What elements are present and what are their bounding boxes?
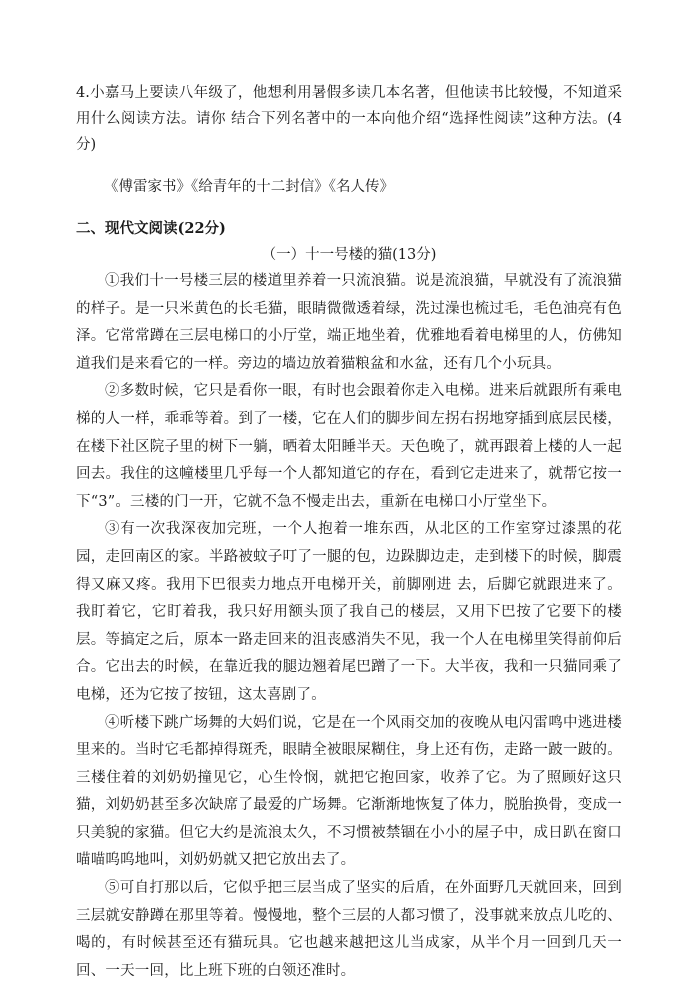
article-body [76,268,622,985]
paragraph-5: ⑤可自打那以后，它似乎把三层当成了坚实的后盾，在外面野几天就回来，回到三层就安静蹲在那里等着。慢慢地，整个三层的人都习惯了，没事就来放点儿吃的、喝的，有时候甚至还有猫玩具。它也越来越把这儿当成家，从半个月一回到几天一回、一天一回，比上班下班的白领还准时。 [76,880,622,979]
paragraph-2: ②多数时候，它只是看你一眼，有时也会跟着你走入电梯。进来后就跟所有乘电梯的人一样，乖乖等着。到了一楼，它在人们的脚步间左拐右拐地穿插到底层民楼，在楼下社区院子里的树下一躺，晒着太阳睡半天。天色晚了，就再跟着上楼的人一起回去。我住的这幢楼里几乎每一个人都知道它的存在，看到它走进来了，就帮它按一下“3”。三楼的门一开，它就不急不慢走出去，重新在电梯口小厅堂坐下。 [76,383,622,510]
paragraph-1: ①我们十一号楼三层的楼道里养着一只流浪猫。说是流浪猫，早就没有了流浪猫的样子。是一只米黄色的长毛猫，眼睛微微透着绿，洗过澡也梳过毛，毛色油亮有色泽。它常常蹲在三层电梯口的小厅堂，端正地坐着，优雅地看着电梯里的人，仿佛知道我们是来看它的一样。旁边的墙边放着猫粮盆和水盆，还有几个小玩具。 [76,273,622,372]
paragraph-3: ③有一次我深夜加完班，一个人抱着一堆东西，从北区的工作室穿过漆黑的花园，走回南区的家。半路被蚊子叮了一腿的包，边跺脚边走，走到楼下的时候，脚震得又麻又疼。我用下巴很卖力地点开电梯开关，前脚刚进 去，后脚它就跟进来了。我盯着它，它盯着我，我只好用额头顶了我自己的楼层，又用下巴按了它要下的楼层。等搞定之后，原本一路走回来的沮丧感消失不见，我一个人在电梯里笑得前仰后合。它出去的时候，在靠近我的腿边翘着尾巴蹭了一下。大半夜，我和一只猫同乘了电梯，还为它按了按钮，这太喜剧了。 [76,521,622,703]
book-list: 《傅雷家书》《给青年的十二封信》《名人传》 [104,179,394,195]
article-title: （一）十一号楼的猫(13分) [261,247,437,263]
exam-page [76,80,622,985]
paragraph-4: ④听楼下跳广场舞的大妈们说，它是在一个风雨交加的夜晚从电闪雷鸣中逃进楼里来的。当时它毛都掉得斑秃，眼睛全被眼屎糊住，身上还有伤，走路一跛一跛的。三楼住着的刘奶奶撞见它，心生怜悯，就把它抱回家，收养了它。为了照顾好这只猫，刘奶奶甚至多次缺席了最爱的广场舞。它渐渐地恢复了体力，脱胎换骨，变成一只美貌的家猫。但它大约是流浪太久，不习惯被禁锢在小小的屋子中，成日趴在窗口喵喵呜呜地叫，刘奶奶就又把它放出去了。 [76,714,622,869]
section-title: 二、现代文阅读(22分) [76,220,226,237]
question-4: 4.小嘉马上要读八年级了，他想利用暑假多读几本名著，但他读书比较慢，不知道采用什么阅读方法。请你 结合下列名著中的一本向他介绍“选择性阅读”这种方法。(4分) [76,85,622,153]
